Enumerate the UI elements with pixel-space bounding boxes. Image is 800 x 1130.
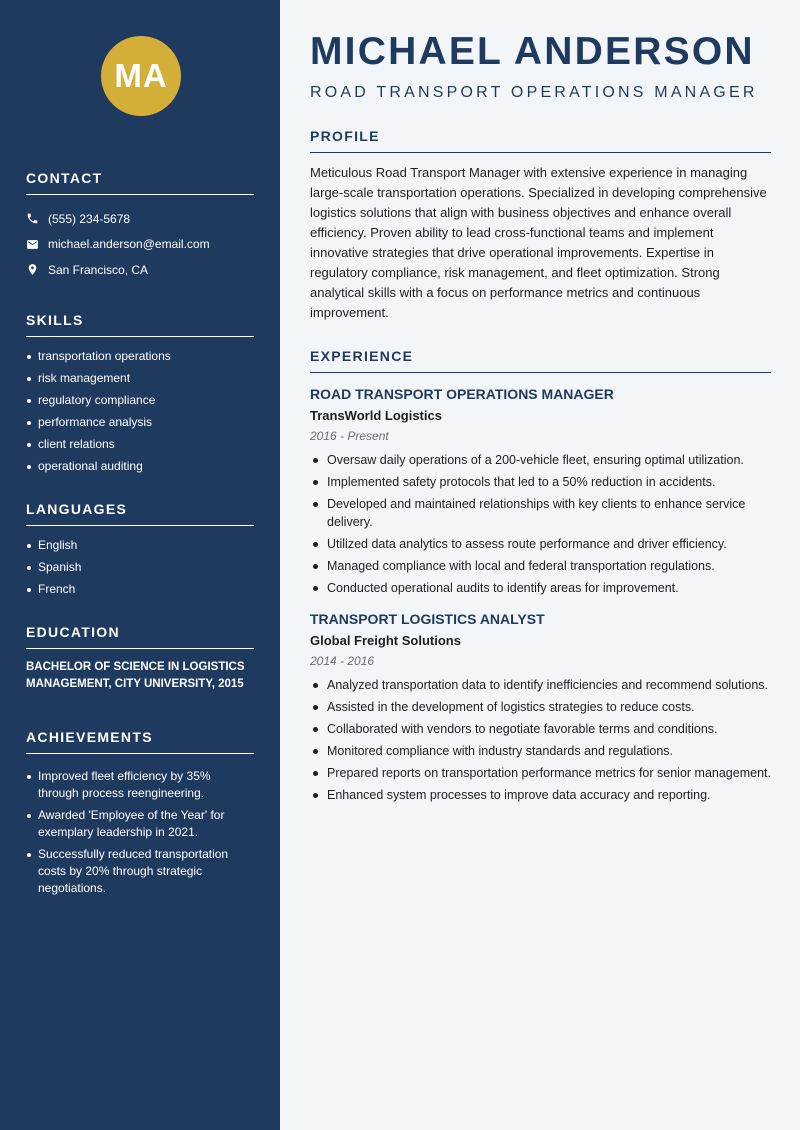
contact-list (26, 206, 254, 283)
job-bullets (310, 451, 771, 597)
job-entry (310, 611, 771, 804)
phone-text: (555) 234-5678 (48, 211, 131, 226)
skills-list (26, 348, 254, 475)
job-bullet: Analyzed transportation data to identify inefficiencies and recommend solutions. (310, 676, 771, 694)
skill-item: risk management (26, 370, 254, 387)
phone-icon (26, 212, 39, 225)
achievement-item: Successfully reduced transportation costs by 20% through strategic negotiations. (26, 846, 254, 897)
experience-section (310, 348, 771, 804)
skill-item: regulatory compliance (26, 392, 254, 409)
job-bullet: Conducted operational audits to identify areas for improvement. (310, 579, 771, 597)
job-title: ROAD TRANSPORT OPERATIONS MANAGER (310, 386, 614, 402)
profile-section (310, 128, 771, 323)
education-section (26, 624, 254, 693)
languages-list (26, 537, 254, 598)
contact-email (26, 232, 254, 258)
job-entry (310, 386, 771, 597)
job-company: TransWorld Logistics (310, 408, 442, 423)
experience-heading: EXPERIENCE (310, 348, 771, 373)
profile-text: Meticulous Road Transport Manager with extensive experience in managing large-scale transportation operations. Specialized in developing comprehensive logistics solutions that align with business objectives and enhance overall efficiency. Proven ability to lead cross-functional teams and implement innovative strategies that drive operational improvements. Expertise in regulatory compliance, risk management, and fleet optimization. Strong analytical skills with a focus on performance metrics and continuous improvement. (310, 165, 767, 320)
job-bullet: Assisted in the development of logistics strategies to reduce costs. (310, 698, 771, 716)
language-item: French (26, 581, 254, 598)
job-bullet: Enhanced system processes to improve data accuracy and reporting. (310, 786, 771, 804)
job-bullet: Implemented safety protocols that led to a 50% reduction in accidents. (310, 473, 771, 491)
skills-section (26, 312, 254, 475)
language-item: Spanish (26, 559, 254, 576)
skill-item: operational auditing (26, 458, 254, 475)
job-bullet: Collaborated with vendors to negotiate favorable terms and conditions. (310, 720, 771, 738)
candidate-name: MICHAEL ANDERSON (310, 30, 755, 73)
job-bullet: Prepared reports on transportation performance metrics for senior management. (310, 764, 771, 782)
avatar-initials: MA (114, 57, 168, 94)
job-bullet: Monitored compliance with industry standards and regulations. (310, 742, 771, 760)
language-item: English (26, 537, 254, 554)
skill-item: client relations (26, 436, 254, 453)
job-bullet: Managed compliance with local and federal transportation regulations. (310, 557, 771, 575)
achievements-heading: ACHIEVEMENTS (26, 729, 254, 754)
education-degree: BACHELOR OF SCIENCE IN LOGISTICS MANAGEMENT, CITY UNIVERSITY, 2015 (26, 660, 245, 690)
job-dates: 2016 - Present (310, 429, 389, 443)
email-text: michael.anderson@email.com (48, 237, 210, 252)
candidate-title: ROAD TRANSPORT OPERATIONS MANAGER (310, 84, 758, 101)
achievement-item: Improved fleet efficiency by 35% through process reengineering. (26, 768, 254, 802)
main-content (280, 0, 800, 1130)
job-company: Global Freight Solutions (310, 633, 461, 648)
profile-heading: PROFILE (310, 128, 771, 153)
location-text: San Francisco, CA (48, 262, 149, 277)
languages-heading: LANGUAGES (26, 501, 254, 526)
contact-heading: CONTACT (26, 170, 254, 195)
job-bullet: Developed and maintained relationships with key clients to enhance service delivery. (310, 495, 771, 531)
job-dates: 2014 - 2016 (310, 654, 375, 668)
contact-location (26, 257, 254, 283)
achievements-list (26, 768, 254, 897)
job-title: TRANSPORT LOGISTICS ANALYST (310, 611, 545, 627)
achievements-section (26, 729, 254, 897)
skill-item: performance analysis (26, 414, 254, 431)
email-icon (26, 238, 39, 251)
avatar (101, 36, 181, 116)
skills-heading: SKILLS (26, 312, 254, 337)
languages-section (26, 501, 254, 598)
education-heading: EDUCATION (26, 624, 254, 649)
job-bullets (310, 676, 771, 804)
skill-item: transportation operations (26, 348, 254, 365)
contact-phone (26, 206, 254, 232)
contact-section (26, 170, 254, 283)
location-pin-icon (26, 263, 39, 276)
job-bullet: Oversaw daily operations of a 200-vehicle fleet, ensuring optimal utilization. (310, 451, 771, 469)
sidebar (0, 0, 280, 1130)
job-bullet: Utilized data analytics to assess route performance and driver efficiency. (310, 535, 771, 553)
achievement-item: Awarded 'Employee of the Year' for exemplary leadership in 2021. (26, 807, 254, 841)
